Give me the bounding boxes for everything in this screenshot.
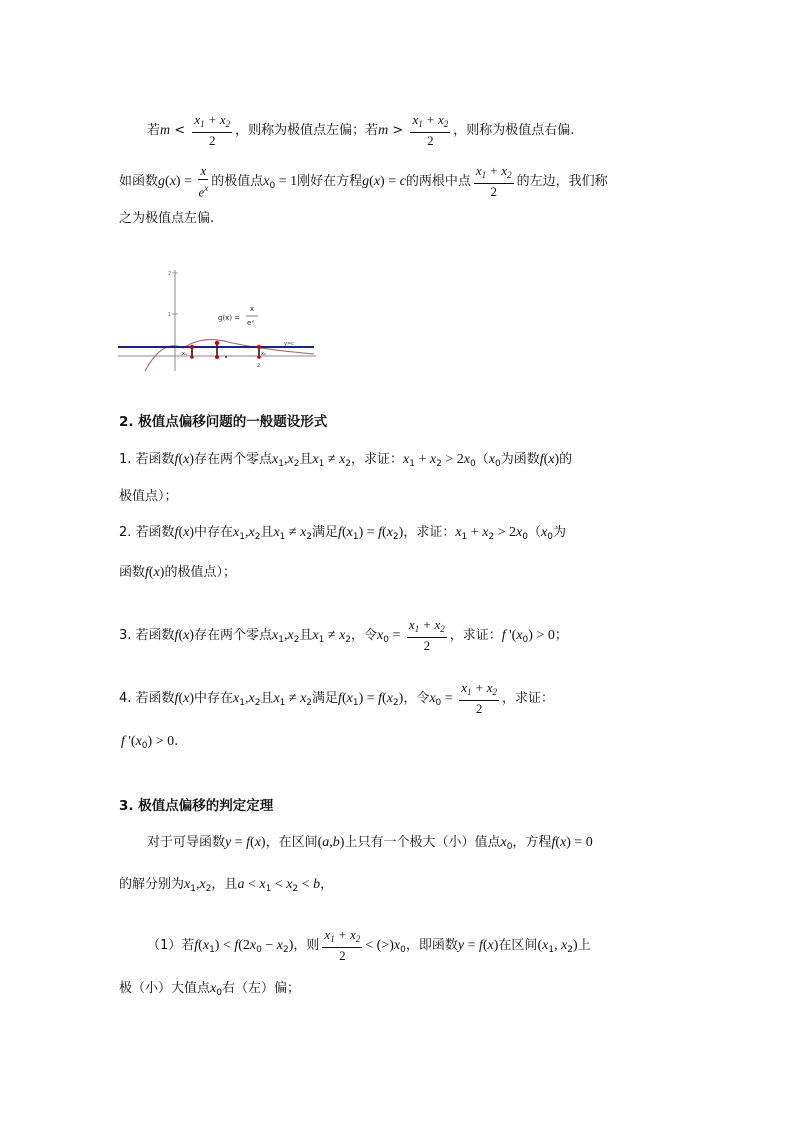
text: 2. 若函数 [119, 525, 175, 540]
text: ； [554, 628, 568, 643]
item-2-line-1: 2. 若函数f(x)中存在$x_1,x_2$且$x_1 \ne x_2$满足$f(x_1) = f(x_2)$，求证：$x_1 + x_2 > 2x_0(x_0$为 [119, 525, 566, 542]
label-ex: eˣ [247, 319, 255, 327]
fraction: $\frac{x}{e^x}$ [198, 163, 209, 200]
label-g: g(x) = [218, 314, 241, 322]
item-3: 3. 若函数f(x)存在两个零点$x_1,x_2$且$x_1 \ne x_2$，令$x_0$ = $\frac{x_1 + x_2}{2}$ ，求证：f '$(x_0) > 0$； [119, 617, 568, 653]
section-2-heading: 2. 极值点偏移问题的一般题设形式 [119, 414, 328, 430]
y-tick-1: 1 [168, 312, 172, 318]
text: 刚好在方程 [297, 174, 363, 190]
fraction: $\frac{x_1 + x_2}{2}$ [194, 112, 231, 148]
text: ，求证： [403, 525, 456, 540]
label-yc: y=c [284, 341, 294, 347]
text: 如函数 [119, 174, 159, 190]
text: ，方程 [512, 835, 552, 850]
intro-line-3 [119, 210, 214, 228]
text: （ [475, 452, 489, 467]
label-x1: x₁ [182, 351, 187, 357]
intro-line-2: 如函数g(x) = $\frac{x}{e^x}$ 的极值点$x_0 = 1$刚好在方程g(x) = c的两根中点 $\frac{x_1 + x_2}{2}$ 的左边，我们称 [119, 163, 608, 200]
text: 若 [147, 123, 161, 138]
item-4-line-1: 4. 若函数f(x)中存在$x_1,x_2$且$x_1 \ne x_2$满足$f(x_1) = f(x_2)$，令$x_0$ = $\frac{x_1 + x_2}{2}$ ，求证： [119, 680, 555, 716]
text: ，即函数 [405, 938, 458, 953]
text: 之为极值点左偏. [119, 211, 215, 226]
item-1-line-1: 1. 若函数f(x)存在两个零点$x_1,x_2$且$x_1 \ne x_2$，求证：$x_1 + x_2 > 2x_0(x_0$为函数f(x)的 [119, 452, 573, 469]
intro-line-1: 若m < $\frac{x_1 + x_2}{2}$ ，则称为极值点左偏；若m > $\frac{x_1 + x_2}{2}$ ，则称为极值点右偏. [147, 112, 575, 148]
text: 的解分别为 [119, 877, 185, 892]
text: 存在两个零点 [194, 452, 273, 467]
text: 为函数 [500, 452, 540, 467]
text: ，则称为极值点右偏. [453, 123, 575, 138]
text: 极（小）大值点 [119, 981, 211, 996]
fraction: $\frac{x_1 + x_2}{2}$ [461, 680, 498, 716]
fraction: $\frac{x_1 + x_2}{2}$ [412, 112, 449, 148]
y-tick-2: 2 [168, 271, 172, 277]
text: 为 [552, 525, 566, 540]
point-x2 [257, 345, 261, 349]
text: 的 [559, 452, 573, 467]
x-tick-2: 2 [257, 363, 261, 369]
text: 满足 [312, 691, 339, 706]
text: 存在两个零点 [194, 628, 273, 643]
text: 中存在 [194, 525, 234, 540]
text: 4. 若函数 [119, 691, 175, 706]
text: 且 [260, 691, 274, 706]
text: 1. 若函数 [119, 452, 175, 467]
item-2-line-2: 函数f(x)的极值点）； [119, 565, 236, 580]
text: ，在区间 [265, 835, 318, 850]
text: 中存在 [194, 691, 234, 706]
point-max [215, 341, 219, 345]
item-1-line-2 [119, 488, 178, 506]
text: ，求证： [351, 452, 404, 467]
text: ，求证： [502, 691, 555, 706]
text: ，令 [351, 628, 378, 643]
text: 右（左）偏； [221, 981, 300, 996]
section-3-line-1: 对于可导函数y = f(x)，在区间(a,b)上只有一个极大（小）值点$x_0$，方程f(x) = 0 [147, 835, 593, 852]
text: 的极值点）； [164, 565, 236, 580]
text: 函数 [119, 565, 146, 580]
fraction: $\frac{x_1 + x_2}{2}$ [475, 163, 512, 200]
text: ，则 [293, 938, 320, 953]
item-4-line-2: f '$(x_0) > 0$. [121, 734, 179, 751]
text: 极值点）； [119, 489, 178, 504]
text: （ [528, 525, 542, 540]
text: ，求证： [449, 628, 502, 643]
text: ，令 [403, 691, 430, 706]
text: ， [320, 877, 334, 892]
fraction: $\frac{x_1 + x_2}{2}$ [408, 617, 445, 653]
text: 3. 若函数 [119, 628, 175, 643]
fraction: $\frac{x_1 + x_2}{2}$ [324, 927, 361, 963]
text: 满足 [312, 525, 339, 540]
text: 在区间 [498, 938, 538, 953]
text: 的极值点 [211, 174, 264, 190]
text: 上 [577, 938, 591, 953]
label-x2: x₂ [261, 351, 266, 357]
section-3-line-4: 极（小）大值点$x_0$右（左）偏； [119, 981, 300, 998]
point-x1 [190, 345, 194, 349]
label-x: x [250, 305, 255, 313]
text: 且 [260, 525, 274, 540]
function-graph [118, 268, 318, 373]
text: 且 [299, 628, 313, 643]
section-3-heading: 3. 极值点偏移的判定定理 [119, 798, 274, 814]
text: 的左边，我们称 [516, 174, 608, 190]
text: 对于可导函数 [147, 835, 226, 850]
section-3-line-3: （1）若$f(x_1) < f(2x_0 - x_2)$，则 $\frac{x_1 + x_2}{2}$ < $(>)x_0$，即函数y = f(x)在区间($x_1$, $x_2$)上 [147, 927, 591, 963]
text: ，且 [211, 877, 238, 892]
text: . [174, 734, 179, 749]
text: ，则称为极值点左偏；若 [235, 123, 379, 138]
text: 上只有一个极大（小）值点 [344, 835, 501, 850]
text: （1）若 [147, 938, 195, 953]
text: 的两根中点 [405, 174, 471, 190]
text: 且 [299, 452, 313, 467]
section-3-line-2: 的解分别为$x_1,x_2$，且$a < x_1 < x_2 < b$， [119, 877, 334, 894]
